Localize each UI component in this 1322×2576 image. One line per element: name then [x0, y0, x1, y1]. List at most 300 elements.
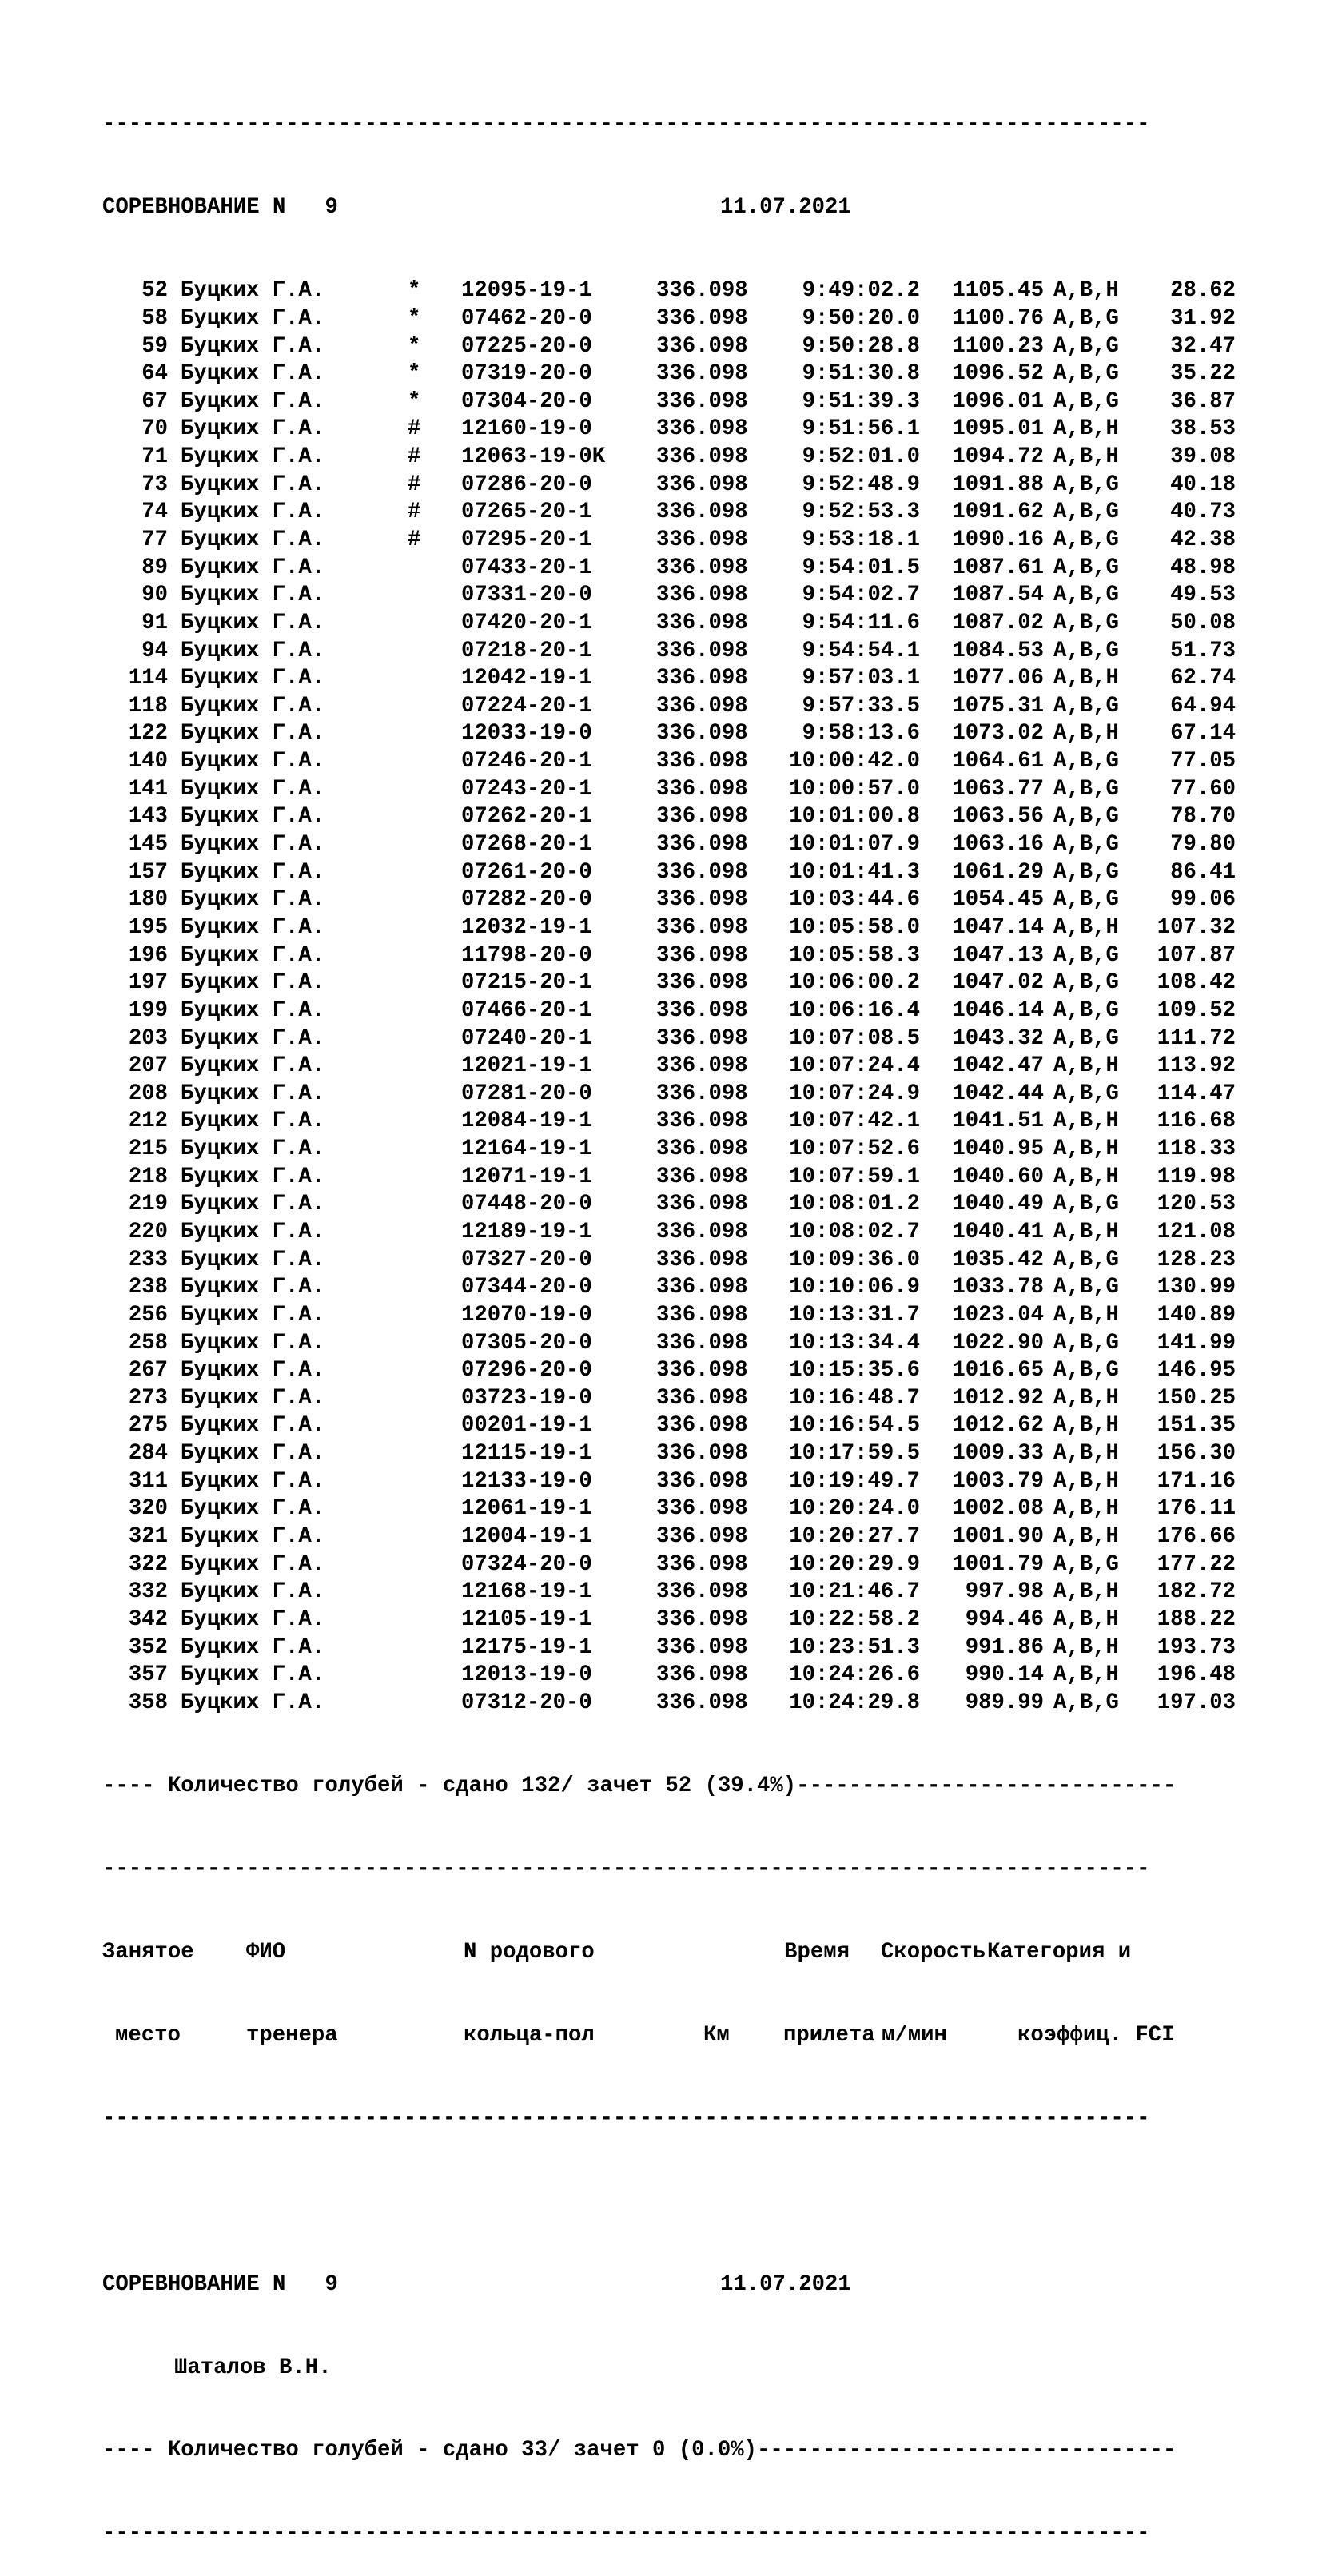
table-row — [102, 1025, 1301, 1053]
cell-coefficient: 62.74 — [1170, 666, 1236, 691]
col-ring-header-2: кольца-пол — [464, 2022, 595, 2048]
cell-time: 10:20:24.0 — [789, 1496, 920, 1522]
cell-ring: 07344-20-0 — [461, 1275, 592, 1300]
cell-time: 10:08:01.2 — [789, 1192, 920, 1217]
cell-speed: 1087.54 — [952, 583, 1044, 608]
table-row — [102, 886, 1301, 914]
cell-category: A,B,G — [1053, 333, 1119, 359]
cell-category: A,B,H — [1053, 416, 1119, 442]
cell-category: A,B,G — [1053, 887, 1119, 913]
cell-ring: 07433-20-1 — [461, 555, 592, 580]
table-row — [102, 693, 1301, 721]
col-speed-header-2: м/мин — [882, 2022, 947, 2048]
cell-speed: 990.14 — [965, 1662, 1044, 1688]
cell-ring: 07420-20-1 — [461, 610, 592, 635]
cell-name: Буцких Г.А. — [181, 1275, 325, 1300]
cell-km: 336.098 — [656, 555, 748, 580]
cell-km: 336.098 — [656, 749, 748, 774]
cell-speed: 1095.01 — [952, 416, 1044, 442]
cell-category: A,B,G — [1053, 388, 1119, 414]
cell-speed: 991.86 — [965, 1634, 1044, 1660]
cell-place: 215 — [128, 1137, 168, 1162]
cell-name: Буцких Г.А. — [181, 610, 325, 635]
cell-time: 10:16:48.7 — [789, 1385, 920, 1411]
cell-place: 273 — [128, 1385, 168, 1411]
cell-name: Буцких Г.А. — [181, 1358, 325, 1384]
cell-coefficient: 120.53 — [1157, 1192, 1236, 1217]
cell-km: 336.098 — [656, 1634, 748, 1660]
cell-name: Буцких Г.А. — [181, 388, 325, 414]
cell-place: 332 — [128, 1579, 168, 1605]
cell-speed: 1054.45 — [952, 887, 1044, 913]
cell-category: A,B,G — [1053, 776, 1119, 802]
cell-category: A,B,G — [1053, 1192, 1119, 1217]
cell-mark: * — [408, 361, 421, 387]
table-row — [102, 1634, 1301, 1662]
cell-category: A,B,H — [1053, 278, 1119, 304]
cell-category: A,B,G — [1053, 472, 1119, 497]
table-row — [102, 1385, 1301, 1413]
cell-time: 9:51:30.8 — [802, 361, 920, 387]
cell-category: A,B,G — [1053, 610, 1119, 635]
cell-time: 10:22:58.2 — [789, 1607, 920, 1632]
cell-coefficient: 114.47 — [1157, 1081, 1236, 1106]
table-row — [102, 555, 1301, 583]
cell-speed: 1016.65 — [952, 1358, 1044, 1384]
cell-ring: 07286-20-0 — [461, 472, 592, 497]
table-row — [102, 1108, 1301, 1136]
cell-time: 9:52:48.9 — [802, 472, 920, 497]
cell-coefficient: 48.98 — [1170, 555, 1236, 580]
cell-coefficient: 36.87 — [1170, 388, 1236, 414]
competition-header-2 — [102, 2271, 1301, 2299]
cell-category: A,B,H — [1053, 1385, 1119, 1411]
cell-km: 336.098 — [656, 1579, 748, 1605]
cell-km: 336.098 — [656, 472, 748, 497]
cell-coefficient: 119.98 — [1157, 1164, 1236, 1189]
cell-name: Буцких Г.А. — [181, 1468, 325, 1494]
cell-category: A,B,G — [1053, 500, 1119, 525]
cell-speed: 1033.78 — [952, 1275, 1044, 1300]
cell-category: A,B,H — [1053, 1441, 1119, 1467]
cell-category: A,B,H — [1053, 1662, 1119, 1688]
cell-ring: 07296-20-0 — [461, 1358, 592, 1384]
cell-place: 143 — [128, 804, 168, 830]
cell-speed: 1001.79 — [952, 1551, 1044, 1577]
cell-name: Буцких Г.А. — [181, 1634, 325, 1660]
cell-km: 336.098 — [656, 638, 748, 663]
cell-place: 89 — [141, 555, 168, 580]
cell-km: 336.098 — [656, 832, 748, 858]
table-row — [102, 1081, 1301, 1109]
cell-place: 94 — [141, 638, 168, 663]
cell-km: 336.098 — [656, 1662, 748, 1688]
cell-category: A,B,H — [1053, 1607, 1119, 1632]
cell-coefficient: 28.62 — [1170, 278, 1236, 304]
column-header-row-2 — [102, 2022, 1301, 2050]
cell-name: Буцких Г.А. — [181, 1247, 325, 1272]
cell-coefficient: 111.72 — [1157, 1025, 1236, 1051]
cell-km: 336.098 — [656, 1358, 748, 1384]
cell-name: Буцких Г.А. — [181, 887, 325, 913]
cell-ring: 12133-19-0 — [461, 1468, 592, 1494]
cell-ring: 07304-20-0 — [461, 388, 592, 414]
cell-place: 352 — [128, 1634, 168, 1660]
cell-km: 336.098 — [656, 1164, 748, 1189]
cell-speed: 1046.14 — [952, 997, 1044, 1023]
cell-ring: 07225-20-0 — [461, 333, 592, 359]
cell-time: 10:03:44.6 — [789, 887, 920, 913]
cell-name: Буцких Г.А. — [181, 1330, 325, 1356]
cell-time: 9:58:13.6 — [802, 721, 920, 747]
cell-ring: 12063-19-0K — [461, 444, 606, 470]
col-time-header: Время — [784, 1939, 850, 1965]
cell-coefficient: 40.73 — [1170, 500, 1236, 525]
cell-time: 10:09:36.0 — [789, 1247, 920, 1272]
cell-speed: 1077.06 — [952, 666, 1044, 691]
cell-coefficient: 151.35 — [1157, 1413, 1236, 1439]
table-row — [102, 1274, 1301, 1302]
cell-km: 336.098 — [656, 416, 748, 442]
cell-category: A,B,G — [1053, 693, 1119, 719]
cell-coefficient: 64.94 — [1170, 693, 1236, 719]
cell-km: 336.098 — [656, 1413, 748, 1439]
cell-time: 10:20:27.7 — [789, 1524, 920, 1550]
cell-place: 59 — [141, 333, 168, 359]
cell-coefficient: 51.73 — [1170, 638, 1236, 663]
cell-km: 336.098 — [656, 804, 748, 830]
cell-coefficient: 177.22 — [1157, 1551, 1236, 1577]
cell-speed: 994.46 — [965, 1607, 1044, 1632]
cell-speed: 1100.23 — [952, 333, 1044, 359]
cell-time: 10:01:00.8 — [789, 804, 920, 830]
trainer-line — [102, 2355, 1301, 2383]
cell-ring: 07448-20-0 — [461, 1192, 592, 1217]
table-row — [102, 1579, 1301, 1607]
cell-place: 67 — [141, 388, 168, 414]
table-row — [102, 720, 1301, 748]
competition-header-1 — [102, 194, 1301, 222]
cell-name: Буцких Г.А. — [181, 1109, 325, 1134]
cell-ring: 07462-20-0 — [461, 305, 592, 331]
cell-name: Буцких Г.А. — [181, 1164, 325, 1189]
cell-place: 197 — [128, 970, 168, 996]
cell-speed: 1087.61 — [952, 555, 1044, 580]
cell-ring: 07319-20-0 — [461, 361, 592, 387]
table-row — [102, 859, 1301, 887]
cell-place: 199 — [128, 997, 168, 1023]
cell-place: 145 — [128, 832, 168, 858]
cell-ring: 07262-20-1 — [461, 804, 592, 830]
cell-coefficient: 109.52 — [1157, 997, 1236, 1023]
cell-category: A,B,G — [1053, 555, 1119, 580]
cell-km: 336.098 — [656, 1551, 748, 1577]
cell-time: 10:07:42.1 — [789, 1109, 920, 1134]
competition-date-2: 11.07.2021 — [720, 2271, 851, 2297]
cell-km: 336.098 — [656, 721, 748, 747]
col-cat-header-2: коэффиц. FCI — [1017, 2022, 1175, 2048]
cell-ring: 11798-20-0 — [461, 942, 592, 968]
cell-time: 10:01:41.3 — [789, 859, 920, 885]
cell-name: Буцких Г.А. — [181, 1053, 325, 1079]
cell-coefficient: 31.92 — [1170, 305, 1236, 331]
table-row — [102, 305, 1301, 333]
cell-km: 336.098 — [656, 500, 748, 525]
cell-category: A,B,G — [1053, 583, 1119, 608]
cell-speed: 1040.49 — [952, 1192, 1044, 1217]
cell-ring: 07240-20-1 — [461, 1025, 592, 1051]
cell-ring: 12013-19-0 — [461, 1662, 592, 1688]
cell-coefficient: 146.95 — [1157, 1358, 1236, 1384]
cell-time: 10:05:58.3 — [789, 942, 920, 968]
table-row — [102, 1136, 1301, 1164]
cell-time: 9:53:18.1 — [802, 527, 920, 552]
cell-place: 74 — [141, 500, 168, 525]
cell-speed: 1091.62 — [952, 500, 1044, 525]
cell-place: 157 — [128, 859, 168, 885]
cell-name: Буцких Г.А. — [181, 1192, 325, 1217]
cell-name: Буцких Г.А. — [181, 472, 325, 497]
cell-name: Буцких Г.А. — [181, 1441, 325, 1467]
cell-km: 336.098 — [656, 527, 748, 552]
cell-place: 218 — [128, 1164, 168, 1189]
cell-speed: 1040.60 — [952, 1164, 1044, 1189]
cell-category: A,B,G — [1053, 1690, 1119, 1715]
table-row — [102, 582, 1301, 610]
cell-speed: 1105.45 — [952, 278, 1044, 304]
cell-category: A,B,H — [1053, 1109, 1119, 1134]
cell-coefficient: 171.16 — [1157, 1468, 1236, 1494]
cell-km: 336.098 — [656, 914, 748, 940]
cell-speed: 1061.29 — [952, 859, 1044, 885]
table-row — [102, 444, 1301, 472]
cell-time: 10:05:58.0 — [789, 914, 920, 940]
cell-category: A,B,H — [1053, 444, 1119, 470]
cell-speed: 1075.31 — [952, 693, 1044, 719]
cell-name: Буцких Г.А. — [181, 333, 325, 359]
table-row — [102, 499, 1301, 527]
table-row — [102, 1523, 1301, 1551]
cell-ring: 07246-20-1 — [461, 749, 592, 774]
competition-label-2: СОРЕВНОВАНИЕ N 9 — [102, 2271, 338, 2297]
cell-km: 336.098 — [656, 1302, 748, 1328]
table-row — [102, 1495, 1301, 1523]
cell-km: 336.098 — [656, 997, 748, 1023]
cell-coefficient: 50.08 — [1170, 610, 1236, 635]
cell-category: A,B,G — [1053, 361, 1119, 387]
cell-name: Буцких Г.А. — [181, 1496, 325, 1522]
cell-speed: 1047.14 — [952, 914, 1044, 940]
cell-ring: 12160-19-0 — [461, 416, 592, 442]
cell-place: 122 — [128, 721, 168, 747]
cell-category: A,B,G — [1053, 1081, 1119, 1106]
cell-km: 336.098 — [656, 693, 748, 719]
cell-place: 322 — [128, 1551, 168, 1577]
cell-place: 195 — [128, 914, 168, 940]
cell-coefficient: 107.87 — [1157, 942, 1236, 968]
cell-time: 9:51:39.3 — [802, 388, 920, 414]
cell-place: 358 — [128, 1690, 168, 1715]
cell-time: 10:15:35.6 — [789, 1358, 920, 1384]
cell-name: Буцких Г.А. — [181, 1025, 325, 1051]
cell-speed: 1009.33 — [952, 1441, 1044, 1467]
cell-speed: 1012.62 — [952, 1413, 1044, 1439]
cell-category: A,B,G — [1053, 1275, 1119, 1300]
cell-coefficient: 116.68 — [1157, 1109, 1236, 1134]
cell-coefficient: 67.14 — [1170, 721, 1236, 747]
cell-place: 118 — [128, 693, 168, 719]
cell-place: 357 — [128, 1662, 168, 1688]
cell-ring: 12021-19-1 — [461, 1053, 592, 1079]
cell-speed: 1035.42 — [952, 1247, 1044, 1272]
col-time-header-2: прилета — [783, 2022, 875, 2048]
cell-place: 256 — [128, 1302, 168, 1328]
cell-coefficient: 32.47 — [1170, 333, 1236, 359]
table-row — [102, 1440, 1301, 1468]
cell-speed: 1041.51 — [952, 1109, 1044, 1134]
cell-speed: 1063.77 — [952, 776, 1044, 802]
summary-line-2: ---- Количество голубей - сдано 33/ зачет 0 (0.0%)-------------------------------- — [102, 2438, 1177, 2463]
cell-coefficient: 38.53 — [1170, 416, 1236, 442]
cell-category: A,B,G — [1053, 527, 1119, 552]
cell-place: 284 — [128, 1441, 168, 1467]
cell-place: 140 — [128, 749, 168, 774]
cell-name: Буцких Г.А. — [181, 1524, 325, 1550]
competition-label: СОРЕВНОВАНИЕ N 9 — [102, 195, 338, 221]
cell-time: 9:52:01.0 — [802, 444, 920, 470]
cell-place: 73 — [141, 472, 168, 497]
cell-category: A,B,H — [1053, 1413, 1119, 1439]
cell-name: Буцких Г.А. — [181, 444, 325, 470]
cell-km: 336.098 — [656, 887, 748, 913]
cell-time: 10:07:59.1 — [789, 1164, 920, 1189]
cell-ring: 12032-19-1 — [461, 914, 592, 940]
cell-category: A,B,H — [1053, 1053, 1119, 1079]
col-place-header-2: место — [115, 2022, 181, 2048]
cell-speed: 1090.16 — [952, 527, 1044, 552]
cell-coefficient: 86.41 — [1170, 859, 1236, 885]
cell-category: A,B,H — [1053, 1164, 1119, 1189]
cell-name: Буцких Г.А. — [181, 1302, 325, 1328]
cell-category: A,B,H — [1053, 666, 1119, 691]
cell-name: Буцких Г.А. — [181, 1081, 325, 1106]
cell-name: Буцких Г.А. — [181, 361, 325, 387]
cell-speed: 1023.04 — [952, 1302, 1044, 1328]
cell-km: 336.098 — [656, 1524, 748, 1550]
cell-time: 10:06:16.4 — [789, 997, 920, 1023]
cell-place: 52 — [141, 278, 168, 304]
cell-name: Буцких Г.А. — [181, 1662, 325, 1688]
cell-ring: 12084-19-1 — [461, 1109, 592, 1134]
cell-ring: 07295-20-1 — [461, 527, 592, 552]
cell-km: 336.098 — [656, 305, 748, 331]
cell-name: Буцких Г.А. — [181, 749, 325, 774]
column-header-row-1 — [102, 1939, 1301, 1967]
cell-ring: 00201-19-1 — [461, 1413, 592, 1439]
cell-place: 91 — [141, 610, 168, 635]
cell-time: 9:54:01.5 — [802, 555, 920, 580]
cell-speed: 1087.02 — [952, 610, 1044, 635]
cell-time: 10:08:02.7 — [789, 1220, 920, 1244]
cell-coefficient: 130.99 — [1157, 1275, 1236, 1300]
cell-speed: 1064.61 — [952, 749, 1044, 774]
table-row — [102, 1302, 1301, 1330]
cell-place: 114 — [128, 666, 168, 691]
cell-speed: 1100.76 — [952, 305, 1044, 331]
table-row — [102, 1468, 1301, 1496]
cell-mark: # — [408, 472, 421, 497]
cell-time: 9:50:28.8 — [802, 333, 920, 359]
cell-name: Буцких Г.А. — [181, 555, 325, 580]
cell-km: 336.098 — [656, 583, 748, 608]
cell-coefficient: 141.99 — [1157, 1330, 1236, 1356]
cell-name: Буцких Г.А. — [181, 1690, 325, 1715]
table-row — [102, 1357, 1301, 1385]
col-place-header: Занятое — [102, 1939, 194, 1965]
cell-name: Буцких Г.А. — [181, 638, 325, 663]
cell-place: 219 — [128, 1192, 168, 1217]
cell-category: A,B,H — [1053, 1302, 1119, 1328]
cell-ring: 07305-20-0 — [461, 1330, 592, 1356]
cell-category: A,B,G — [1053, 997, 1119, 1023]
cell-ring: 12105-19-1 — [461, 1607, 592, 1632]
table-row — [102, 277, 1301, 305]
cell-speed: 1040.95 — [952, 1137, 1044, 1162]
table-row — [102, 997, 1301, 1025]
cell-name: Буцких Г.А. — [181, 527, 325, 552]
cell-category: A,B,H — [1053, 1220, 1119, 1244]
cell-name: Буцких Г.А. — [181, 1579, 325, 1605]
cell-ring: 07268-20-1 — [461, 832, 592, 858]
table-row — [102, 1247, 1301, 1275]
cell-category: A,B,H — [1053, 914, 1119, 940]
cell-name: Буцких Г.А. — [181, 1413, 325, 1439]
cell-km: 336.098 — [656, 1496, 748, 1522]
cell-ring: 07224-20-1 — [461, 693, 592, 719]
cell-mark: * — [408, 278, 421, 304]
cell-name: Буцких Г.А. — [181, 804, 325, 830]
cell-ring: 12033-19-0 — [461, 721, 592, 747]
cell-ring: 12164-19-1 — [461, 1137, 592, 1162]
cell-mark: # — [408, 500, 421, 525]
cell-coefficient: 77.60 — [1170, 776, 1236, 802]
cell-time: 10:19:49.7 — [789, 1468, 920, 1494]
cell-name: Буцких Г.А. — [181, 776, 325, 802]
cell-ring: 12175-19-1 — [461, 1634, 592, 1660]
cell-km: 336.098 — [656, 610, 748, 635]
cell-time: 10:21:46.7 — [789, 1579, 920, 1605]
col-speed-header: Скорость — [880, 1939, 986, 1965]
cell-speed: 1094.72 — [952, 444, 1044, 470]
cell-ring: 07327-20-0 — [461, 1247, 592, 1272]
cell-place: 207 — [128, 1053, 168, 1079]
cell-speed: 1073.02 — [952, 721, 1044, 747]
table-row — [102, 1164, 1301, 1192]
cell-km: 336.098 — [656, 1192, 748, 1217]
cell-time: 10:20:29.9 — [789, 1551, 920, 1577]
cell-mark: * — [408, 333, 421, 359]
cell-mark: * — [408, 305, 421, 331]
cell-coefficient: 99.06 — [1170, 887, 1236, 913]
cell-coefficient: 156.30 — [1157, 1441, 1236, 1467]
cell-place: 258 — [128, 1330, 168, 1356]
cell-time: 10:16:54.5 — [789, 1413, 920, 1439]
cell-place: 320 — [128, 1496, 168, 1522]
cell-ring: 07282-20-0 — [461, 887, 592, 913]
cell-coefficient: 78.70 — [1170, 804, 1236, 830]
cell-name: Буцких Г.А. — [181, 1220, 325, 1244]
cell-category: A,B,G — [1053, 832, 1119, 858]
